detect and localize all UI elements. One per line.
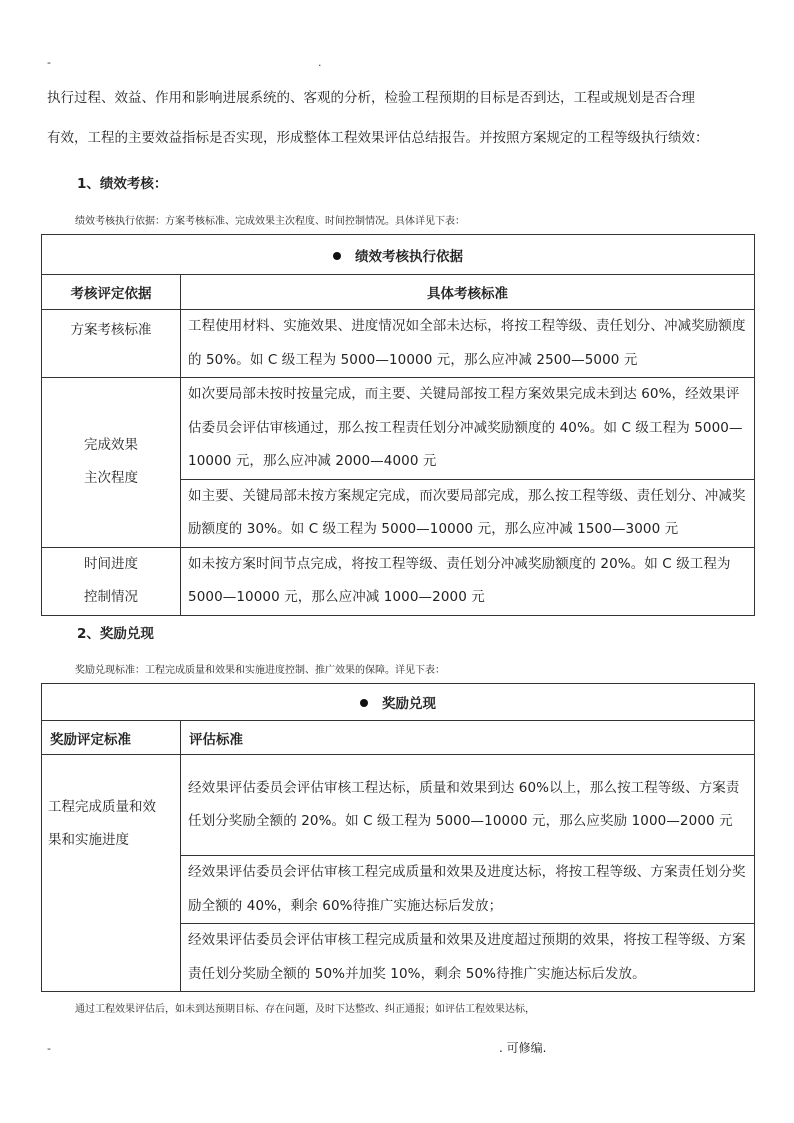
header-dash: - — [47, 56, 51, 69]
basis-cell — [42, 547, 181, 615]
reward-table-title-text: 奖励兑现 — [382, 696, 436, 712]
section2-heading: 2、奖励兑现 — [77, 626, 154, 642]
basis-line: 果和实施进度 — [48, 832, 129, 848]
reward-table — [41, 683, 755, 992]
header-dot: . — [318, 56, 322, 69]
bullet-icon — [360, 699, 368, 707]
section1-lead: 绩效考核执行依据：方案考核标准、完成效果主次程度、时间控制情况。具体详见下表： — [75, 216, 465, 227]
performance-col-basis-header: 考核评定依据 — [42, 275, 181, 310]
basis-line: 主次程度 — [84, 470, 138, 487]
performance-table — [41, 234, 755, 616]
reward-col-basis-header: 奖励评定标准 — [42, 721, 181, 755]
closing-line: 通过工程效果评估后，如未到达预期目标、存在问题，及时下达整改、纠正通报；如评估工程效果达标， — [75, 1004, 535, 1015]
reward-col-criteria-header: 评估标准 — [181, 721, 755, 755]
reward-table-title — [42, 684, 755, 721]
basis-line: 工程完成质量和效 — [48, 799, 156, 815]
criteria-cell: 如次要局部未按时按量完成，而主要、关键局部按工程方案效果完成未到达 60%，经效果评估委员会评估审核通过，那么按工程责任划分冲减奖励额度的 40%。如 C 级工程为 5000—10000 元，那么应冲减 2000—4000 元 — [181, 378, 755, 480]
basis-cell: 方案考核标准 — [42, 310, 181, 378]
footer-dash: - — [47, 1042, 51, 1055]
criteria-cell: 工程使用材料、实施效果、进度情况如全部未达标，将按工程等级、责任划分、冲减奖励额度的 50%。如 C 级工程为 5000—10000 元，那么应冲减 2500—5000 元 — [181, 310, 755, 378]
basis-cell — [42, 755, 181, 992]
criteria-cell: 如主要、关键局部未按方案规定完成，而次要局部完成，那么按工程等级、责任划分、冲减奖励额度的 30%。如 C 级工程为 5000—10000 元，那么应冲减 1500—3000 元 — [181, 479, 755, 547]
performance-table-title-text: 绩效考核执行依据 — [355, 248, 463, 265]
basis-line: 时间进度 — [84, 556, 138, 572]
footer-note: . 可修编. — [499, 1041, 547, 1055]
basis-cell — [42, 378, 181, 548]
performance-col-criteria-header: 具体考核标准 — [181, 275, 755, 310]
basis-line: 控制情况 — [84, 589, 138, 605]
criteria-cell: 如未按方案时间节点完成，将按工程等级、责任划分冲减奖励额度的 20%。如 C 级工程为 5000—10000 元，那么应冲减 1000—2000 元 — [181, 547, 755, 615]
performance-table-title — [42, 235, 755, 275]
section1-heading: 1、绩效考核： — [77, 176, 168, 192]
criteria-cell: 经效果评估委员会评估审核工程完成质量和效果及进度达标，将按工程等级、方案责任划分奖励全额的 40%，剩余 60%待推广实施达标后发放； — [181, 856, 755, 924]
intro-line-1: 执行过程、效益、作用和影响进展系统的、客观的分析，检验工程预期的目标是否到达，工程或规划是否合理 — [47, 90, 695, 106]
basis-line: 完成效果 — [84, 437, 138, 454]
intro-line-2: 有效，工程的主要效益指标是否实现，形成整体工程效果评估总结报告。并按照方案规定的工程等级执行绩效： — [47, 130, 709, 146]
criteria-cell: 经效果评估委员会评估审核工程完成质量和效果及进度超过预期的效果，将按工程等级、方案责任划分奖励全额的 50%并加奖 10%，剩余 50%待推广实施达标后发放。 — [181, 924, 755, 992]
section2-lead: 奖励兑现标准：工程完成质量和效果和实施进度控制、推广效果的保障。详见下表： — [75, 665, 445, 676]
criteria-cell: 经效果评估委员会评估审核工程达标，质量和效果到达 60%以上，那么按工程等级、方案责任划分奖励全额的 20%。如 C 级工程为 5000—10000 元，那么应奖励 1000—2000 元 — [181, 755, 755, 856]
bullet-icon — [333, 252, 341, 260]
